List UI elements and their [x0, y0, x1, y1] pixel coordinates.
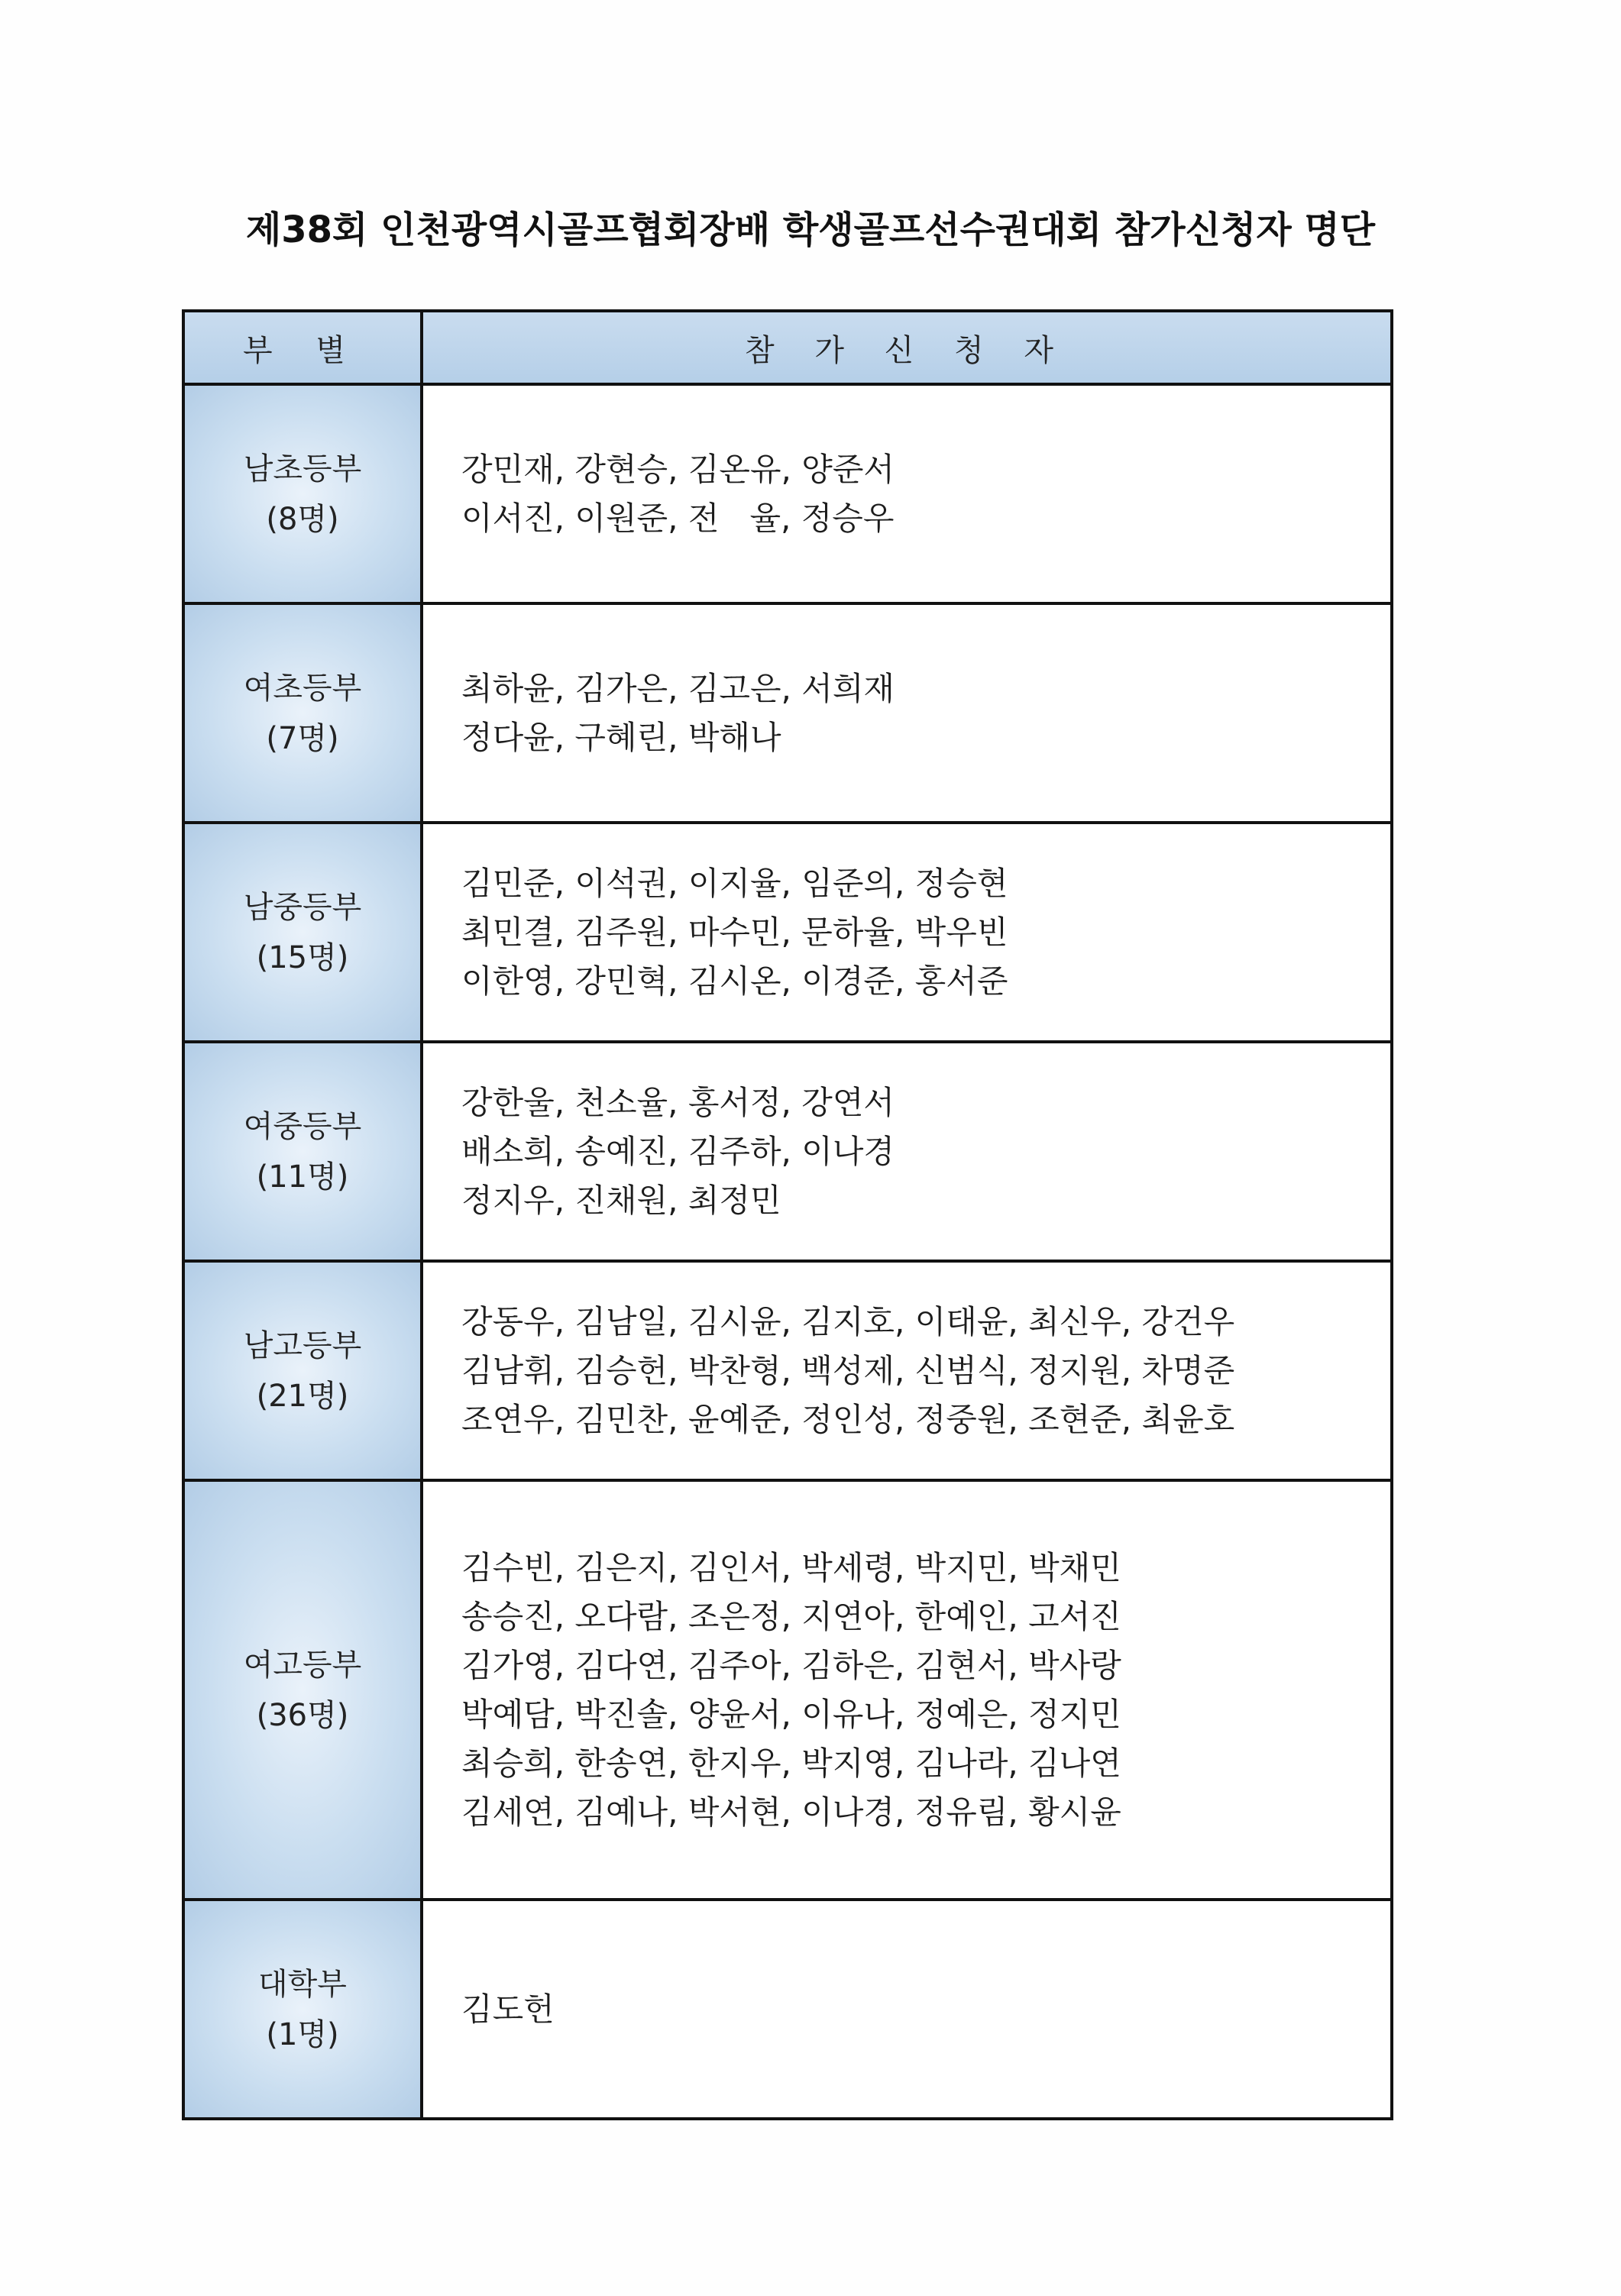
- division-cell: [183, 384, 422, 603]
- applicant-names-line: 김민준, 이석권, 이지율, 임준의, 정승현: [461, 864, 1008, 902]
- division-name: 대학부: [258, 1966, 347, 2002]
- division-count: (7명): [266, 720, 339, 756]
- applicant-names-line: 김남휘, 김승헌, 박찬형, 백성제, 신범식, 정지원, 차명준: [461, 1351, 1235, 1389]
- applicant-roster-table: [182, 309, 1393, 2120]
- applicant-names-line: 이서진, 이원준, 전 율, 정승우: [461, 499, 895, 537]
- applicant-names-line: 배소희, 송예진, 김주하, 이나경: [461, 1132, 895, 1170]
- division-cell: [183, 1480, 422, 1900]
- division-name: 남고등부: [243, 1327, 362, 1363]
- document-title: 제38회 인천광역시골프협회장배 학생골프선수권대회 참가신청자 명단: [245, 209, 1376, 251]
- division-count: (15명): [256, 939, 349, 975]
- division-name: 남중등부: [243, 889, 362, 925]
- table-row: [183, 1480, 1392, 1900]
- applicant-names-line: 김가영, 김다연, 김주아, 김하은, 김현서, 박사랑: [461, 1646, 1121, 1684]
- applicant-names-line: 정지우, 진채원, 최정민: [461, 1181, 781, 1219]
- division-name: 여고등부: [243, 1647, 362, 1683]
- table-row: [183, 1900, 1392, 2119]
- applicants-cell: [422, 603, 1392, 823]
- division-name: 여중등부: [243, 1108, 362, 1144]
- applicant-names-line: 조연우, 김민찬, 윤예준, 정인성, 정중원, 조현준, 최윤호: [461, 1400, 1235, 1438]
- table-row: [183, 1261, 1392, 1480]
- division-name: 남초등부: [243, 451, 362, 487]
- division-column-header: 부 별: [183, 311, 422, 384]
- division-count: (36명): [256, 1697, 349, 1733]
- applicants-cell: [422, 1900, 1392, 2119]
- division-cell: [183, 1900, 422, 2119]
- table-header-row: [183, 311, 1392, 384]
- division-cell: [183, 603, 422, 823]
- applicant-names-line: 강동우, 김남일, 김시윤, 김지호, 이태윤, 최신우, 강건우: [461, 1302, 1235, 1340]
- table-row: [183, 603, 1392, 823]
- division-cell: [183, 823, 422, 1042]
- applicants-cell: [422, 823, 1392, 1042]
- division-count: (21명): [256, 1378, 349, 1414]
- division-count: (1명): [266, 2016, 339, 2052]
- applicant-names-line: 김세연, 김예나, 박서현, 이나경, 정유림, 황시윤: [461, 1793, 1121, 1831]
- applicant-names-line: 이한영, 강민혁, 김시온, 이경준, 홍서준: [461, 962, 1008, 1000]
- applicant-names-line: 김도헌: [461, 1990, 555, 2028]
- applicant-names-line: 최하윤, 김가은, 김고은, 서희재: [461, 669, 895, 707]
- division-count: (8명): [266, 501, 339, 537]
- division-name: 여초등부: [243, 670, 362, 706]
- applicant-names-line: 최승희, 한송연, 한지우, 박지영, 김나라, 김나연: [461, 1744, 1121, 1782]
- applicants-column-header: 참 가 신 청 자: [422, 311, 1392, 384]
- applicant-names-line: 박예담, 박진솔, 양윤서, 이유나, 정예은, 정지민: [461, 1695, 1121, 1733]
- applicant-names-line: 송승진, 오다람, 조은정, 지연아, 한예인, 고서진: [461, 1597, 1121, 1635]
- division-cell: [183, 1261, 422, 1480]
- applicant-names-line: 최민결, 김주원, 마수민, 문하율, 박우빈: [461, 913, 1008, 951]
- applicant-names-line: 강한울, 천소율, 홍서정, 강연서: [461, 1083, 895, 1121]
- applicant-names-line: 강민재, 강현승, 김온유, 양준서: [461, 450, 895, 488]
- division-cell: [183, 1042, 422, 1261]
- applicants-cell: [422, 1480, 1392, 1900]
- applicant-names-line: 김수빈, 김은지, 김인서, 박세령, 박지민, 박채민: [461, 1548, 1121, 1586]
- applicants-cell: [422, 1042, 1392, 1261]
- table-row: [183, 384, 1392, 603]
- table-row: [183, 1042, 1392, 1261]
- division-count: (11명): [256, 1159, 349, 1195]
- table-row: [183, 823, 1392, 1042]
- applicants-cell: [422, 1261, 1392, 1480]
- applicant-names-line: 정다윤, 구혜린, 박해나: [461, 718, 781, 756]
- applicants-cell: [422, 384, 1392, 603]
